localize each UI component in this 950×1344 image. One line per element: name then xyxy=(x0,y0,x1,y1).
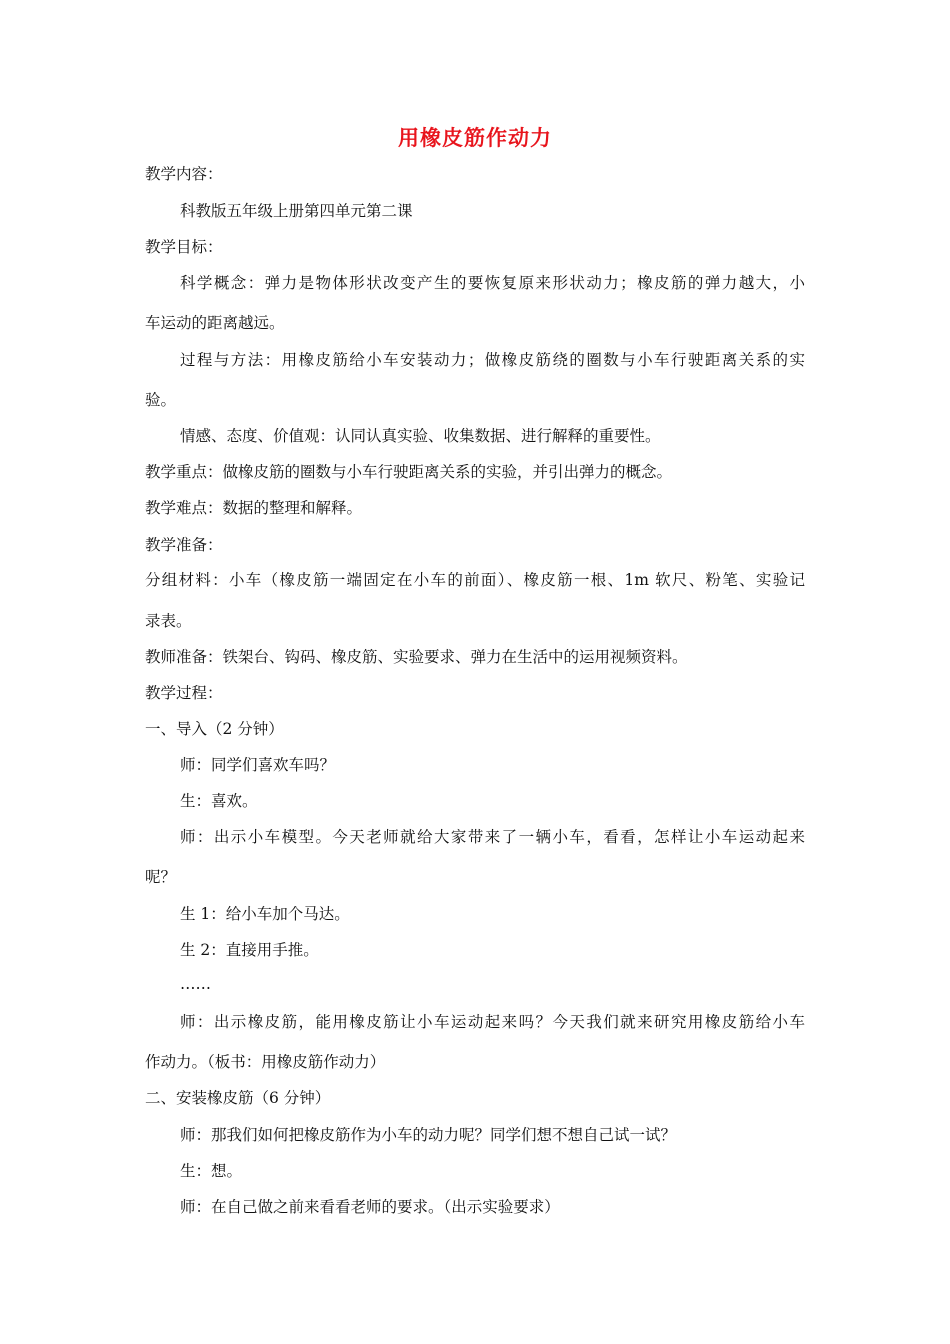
paragraph-continuation: 录表。 xyxy=(145,612,192,630)
section-heading-goals: 教学目标： xyxy=(145,238,223,256)
paragraph: 情感、态度、价值观：认同认真实验、收集数据、进行解释的重要性。 xyxy=(180,427,661,445)
section-heading-process: 教学过程： xyxy=(145,684,223,702)
dialogue-line: 生：想。 xyxy=(180,1162,243,1180)
paragraph: 过程与方法：用橡皮筋给小车安装动力；做橡皮筋绕的圈数与小车行驶距离关系的实 xyxy=(180,351,805,369)
section-heading-preparation: 教学准备： xyxy=(145,536,223,554)
document-title: 用橡皮筋作动力 xyxy=(398,126,552,150)
dialogue-line: 师：那我们如何把橡皮筋作为小车的动力呢？同学们想不想自己试一试？ xyxy=(180,1126,677,1144)
dialogue-line: 师：在自己做之前来看看老师的要求。（出示实验要求） xyxy=(180,1198,560,1216)
dialogue-line: 生 1：给小车加个马达。 xyxy=(180,905,350,923)
dialogue-line: 生 2：直接用手推。 xyxy=(180,941,319,959)
section-heading-content: 教学内容： xyxy=(145,165,223,183)
paragraph-difficulties: 教学难点：数据的整理和解释。 xyxy=(145,499,363,517)
step-heading: 二、安装橡皮筋（6 分钟） xyxy=(145,1089,331,1107)
paragraph-group-materials: 分组材料：小车（橡皮筋一端固定在小车的前面）、橡皮筋一根、1m 软尺、粉笔、实验记 xyxy=(145,571,805,589)
paragraph-continuation: 验。 xyxy=(145,391,177,409)
dialogue-line: 师：出示橡皮筋，能用橡皮筋让小车运动起来吗？今天我们就来研究用橡皮筋给小车 xyxy=(180,1013,805,1031)
paragraph-teacher-materials: 教师准备：铁架台、钩码、橡皮筋、实验要求、弹力在生活中的运用视频资料。 xyxy=(145,648,688,666)
paragraph: 科学概念：弹力是物体形状改变产生的要恢复原来形状动力；橡皮筋的弹力越大，小 xyxy=(180,274,805,292)
dialogue-line: 师：出示小车模型。今天老师就给大家带来了一辆小车，看看，怎样让小车运动起来 xyxy=(180,828,805,846)
dialogue-continuation: 作动力。（板书：用橡皮筋作动力） xyxy=(145,1053,386,1071)
paragraph-continuation: 车运动的距离越远。 xyxy=(145,314,285,332)
ellipsis: …… xyxy=(180,975,211,993)
dialogue-continuation: 呢？ xyxy=(145,868,177,886)
dialogue-line: 生：喜欢。 xyxy=(180,792,258,810)
dialogue-line: 师：同学们喜欢车吗？ xyxy=(180,756,336,774)
step-heading: 一、导入（2 分钟） xyxy=(145,720,284,738)
paragraph-key-points: 教学重点：做橡皮筋的圈数与小车行驶距离关系的实验，并引出弹力的概念。 xyxy=(145,463,673,481)
paragraph: 科教版五年级上册第四单元第二课 xyxy=(180,202,413,220)
